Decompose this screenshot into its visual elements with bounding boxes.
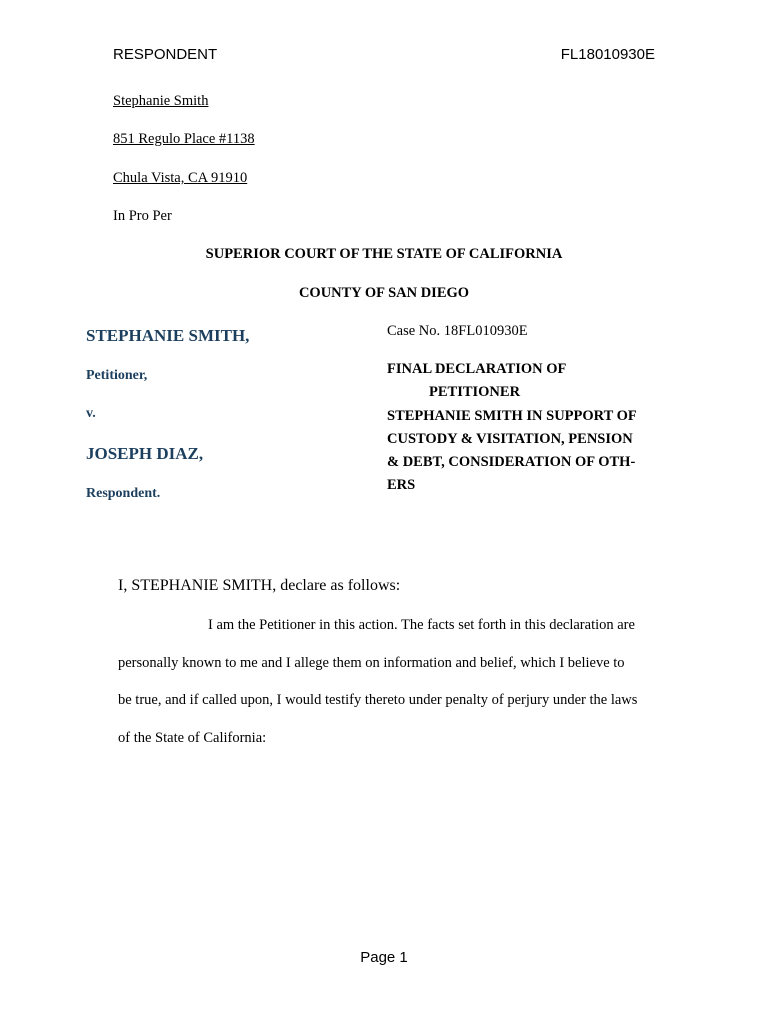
declaration-body bbox=[118, 617, 678, 767]
respondent-label: Respondent. bbox=[86, 486, 161, 501]
declaration-line: personally known to me and I allege them on information and belief, which I believe to bbox=[118, 654, 625, 671]
header-left-label: RESPONDENT bbox=[113, 46, 218, 63]
address-city: Chula Vista, CA 91910 bbox=[113, 170, 248, 186]
document-title-line: CUSTODY & VISITATION, PENSION bbox=[387, 430, 633, 447]
court-name: SUPERIOR COURT OF THE STATE OF CALIFORNIA bbox=[205, 246, 563, 262]
document-title-line: FINAL DECLARATION OF bbox=[387, 361, 567, 377]
court-county: COUNTY OF SAN DIEGO bbox=[298, 285, 470, 301]
address-name: Stephanie Smith bbox=[113, 93, 209, 109]
document-title-line: PETITIONER bbox=[429, 384, 521, 401]
document-title bbox=[387, 358, 657, 498]
declaration-line: be true, and if called upon, I would testify thereto under penalty of perjury under the laws bbox=[118, 692, 638, 708]
address-street: 851 Regulo Place #1138 bbox=[113, 131, 255, 147]
versus-label: v. bbox=[86, 406, 96, 421]
page-number: Page 1 bbox=[360, 949, 408, 966]
address-status: In Pro Per bbox=[113, 208, 172, 224]
declaration-line: I am the Petitioner in this action. The facts set forth in this declaration are bbox=[208, 617, 635, 633]
petitioner-label: Petitioner, bbox=[86, 368, 148, 383]
respondent-name: JOSEPH DIAZ, bbox=[86, 444, 204, 463]
header-case-code: FL18010930E bbox=[560, 46, 655, 63]
declaration-intro: I, STEPHANIE SMITH, declare as follows: bbox=[118, 577, 401, 594]
petitioner-name: STEPHANIE SMITH, bbox=[86, 326, 250, 345]
document-title-line: ERS bbox=[387, 477, 416, 494]
document-title-line: STEPHANIE SMITH IN SUPPORT OF bbox=[387, 407, 637, 424]
document-title-line: & DEBT, CONSIDERATION OF OTH- bbox=[387, 454, 636, 471]
declaration-line: of the State of California: bbox=[118, 729, 267, 746]
case-number: Case No. 18FL010930E bbox=[387, 323, 528, 339]
